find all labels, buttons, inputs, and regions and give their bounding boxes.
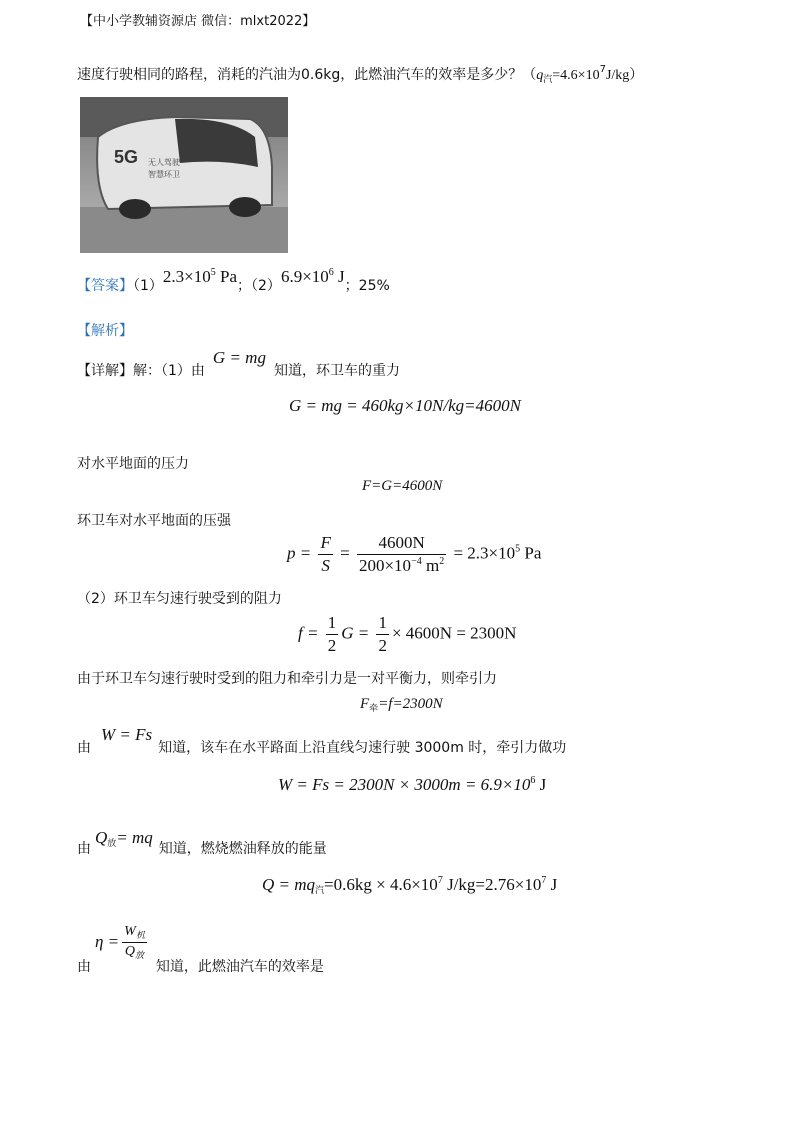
eq-work-unit: J — [535, 775, 547, 794]
eq-f-frac-2 — [376, 613, 389, 656]
eq-f-frac-1-den: 2 — [327, 636, 337, 655]
eq-work-exp: 6 — [530, 775, 536, 786]
eq-heat — [262, 875, 557, 896]
eq-p-frac-2 — [357, 533, 446, 576]
eff-num-sub: 机 — [135, 930, 145, 940]
heat-q-sub: 放 — [107, 839, 117, 849]
eq-f-frac-1 — [326, 613, 339, 656]
eff-eta: η = — [95, 931, 120, 951]
question-line — [77, 64, 643, 85]
header-watermark: 【中小学教辅资源店 微信：mlxt2022】 — [80, 14, 316, 29]
eq-heat-lhs: Q = mq — [262, 875, 316, 894]
eq-traction-sub: 牵 — [369, 703, 379, 713]
eq-traction-rhs: =f=2300N — [378, 696, 443, 712]
eq-f-frac-1-num: 1 — [326, 613, 339, 635]
eq-p-frac-2-den-exp: −4 — [411, 556, 422, 567]
eq-heat-mid: J/kg=2.76×10 — [442, 875, 542, 894]
eq-heat-exp-1: 7 — [437, 875, 443, 886]
formula-g-mg: G = mg — [212, 348, 266, 367]
answer-p1-unit: Pa — [215, 267, 238, 286]
eq-p-frac-2-den-b: m — [421, 556, 440, 575]
eq-p-equals: = — [340, 543, 350, 563]
work-prefix: 由 — [77, 740, 91, 756]
answer-p1-prefix: （1） — [133, 278, 163, 294]
detail-intro-line — [77, 348, 400, 380]
eq-p-frac-2-num: 4600N — [357, 533, 446, 555]
eq-p-result-exp: 5 — [515, 543, 521, 555]
eq-p-frac-2-den-a: 200×10 — [358, 556, 412, 575]
work-formula: W = Fs — [101, 725, 153, 744]
vehicle-illustration — [80, 97, 288, 253]
answer-p2-value: 6.9×10 — [280, 267, 329, 286]
eq-f-g: G = — [341, 623, 370, 643]
q-subscript: 汽 — [543, 75, 553, 85]
heat-line — [77, 828, 327, 859]
eq-gravity-text: G = mg = 460kg×10N/kg=4600N — [289, 396, 521, 415]
eq-p-frac-1-num: F — [318, 533, 332, 555]
heat-q: Q — [95, 828, 108, 847]
part2-text: （2）环卫车匀速行驶受到的阻力 — [77, 591, 282, 607]
eff-den-sub: 放 — [135, 950, 145, 960]
answer-line — [77, 267, 390, 295]
pressure-force-text: 对水平地面的压力 — [77, 456, 189, 472]
q-exponent: 7 — [599, 64, 606, 75]
answer-p1-value: 2.3×10 — [162, 267, 211, 286]
eq-f-frac-2-num: 1 — [376, 613, 389, 635]
eq-heat-rhs: =0.6kg × 4.6×10 — [324, 875, 438, 894]
work-line — [77, 725, 567, 757]
eq-heat-exp-2: 7 — [541, 875, 547, 886]
eq-p-result-unit: Pa — [520, 543, 542, 563]
work-text: 知道，该车在水平路面上沿直线匀速行驶 3000m 时，牵引力做功 — [158, 740, 567, 756]
eq-gravity — [289, 396, 521, 416]
eq-p-frac-1 — [318, 533, 332, 576]
eff-num: W — [124, 924, 136, 939]
answer-p2-unit: J — [333, 267, 345, 286]
analysis-label: 【解析】 — [77, 323, 133, 339]
eff-fraction — [122, 924, 147, 961]
detail-intro-tail: 知道，环卫车的重力 — [273, 363, 400, 379]
eq-heat-unit: J — [546, 875, 558, 894]
eff-prefix: 由 — [77, 958, 91, 975]
eq-work — [278, 775, 546, 795]
balance-text: 由于环卫车匀速行驶时受到的阻力和牵引力是一对平衡力，则牵引力 — [77, 671, 497, 687]
eq-force: F=G=4600N — [362, 478, 443, 494]
eq-p-result: = 2.3×10 — [453, 543, 516, 563]
q-unit: J/kg） — [605, 68, 644, 83]
eff-text: 知道，此燃油汽车的效率是 — [155, 958, 324, 975]
eq-p-frac-2-den-exp2: 2 — [439, 556, 445, 567]
eff-den: Q — [124, 944, 136, 959]
eq-f-lhs: f = — [298, 623, 319, 643]
photo-caption-2: 智慧环卫 — [148, 170, 180, 179]
question-text: 速度行驶相同的路程，消耗的汽油为0.6kg，此燃油汽车的效率是多少？（ — [77, 67, 537, 83]
eq-f-rhs: × 4600N = 2300N — [391, 623, 517, 643]
eq-friction — [298, 613, 516, 656]
photo-badge: 5G — [114, 147, 139, 167]
detail-label: 【详解】 — [77, 363, 133, 379]
heat-text: 知道，燃烧燃油释放的能量 — [158, 841, 327, 857]
answer-label: 【答案】 — [77, 278, 133, 294]
eq-traction — [360, 696, 443, 714]
efficiency-line — [77, 924, 324, 975]
eq-f-frac-2-den: 2 — [378, 636, 387, 655]
eq-work-text: W = Fs = 2300N × 3000m = 6.9×10 — [278, 775, 531, 794]
answer-sep-1: ；（2） — [237, 278, 281, 294]
q-value: =4.6×10 — [552, 68, 600, 83]
eq-p-lhs: p = — [287, 543, 312, 563]
answer-p1-exp: 5 — [210, 267, 216, 278]
eq-heat-sub: 汽 — [315, 885, 325, 895]
answer-p2-exp: 6 — [328, 267, 334, 278]
pressure-text: 环卫车对水平地面的压强 — [77, 513, 231, 529]
eq-pressure — [287, 533, 541, 576]
heat-prefix: 由 — [77, 841, 91, 857]
heat-rhs: = mq — [116, 828, 153, 847]
detail-intro: 解：（1）由 — [133, 363, 205, 379]
eq-p-frac-1-den: S — [321, 556, 330, 575]
photo-caption-1: 无人驾驶 — [148, 158, 180, 167]
eq-traction-f: F — [360, 696, 370, 712]
answer-sep-2: ；25% — [344, 278, 390, 294]
q-symbol: q — [536, 68, 544, 83]
vehicle-photo — [80, 97, 288, 253]
